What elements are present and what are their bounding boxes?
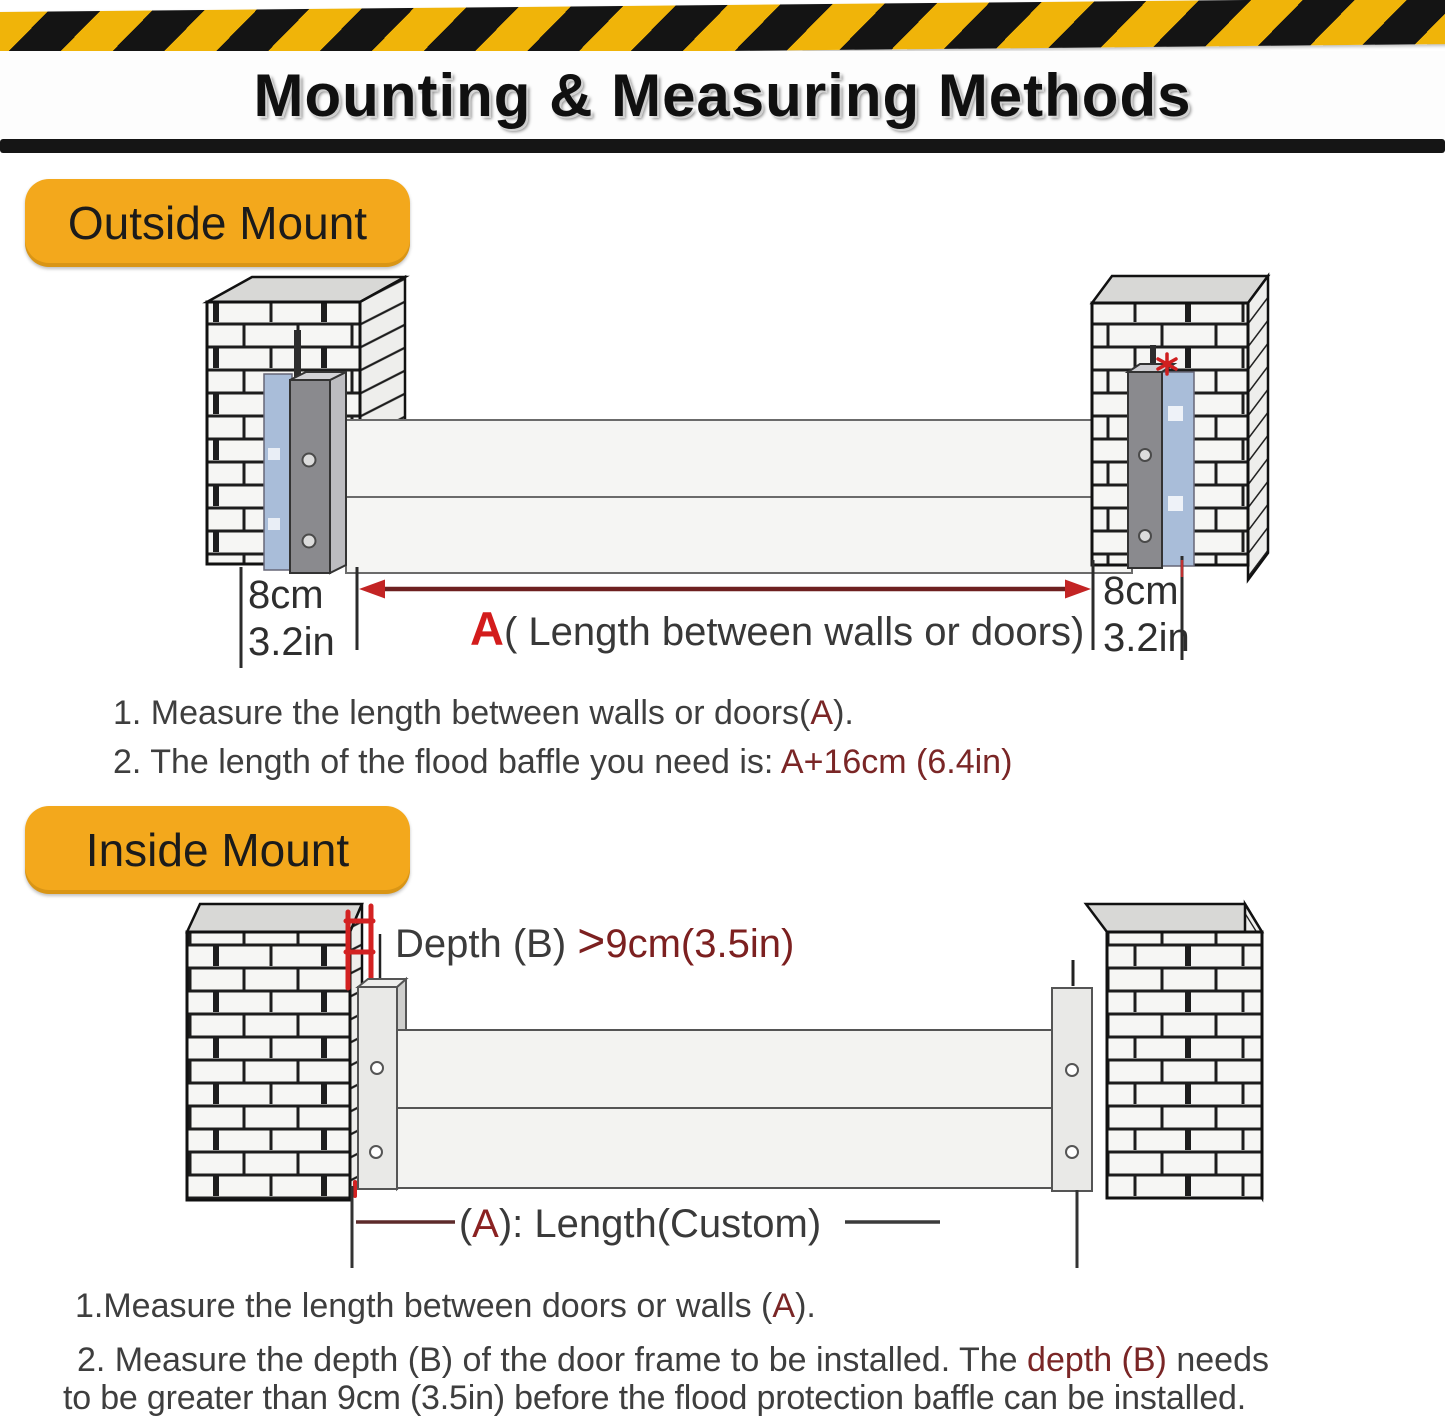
inside-right-channel — [1052, 960, 1092, 1191]
step-text: ). — [833, 694, 854, 732]
span-label-rest: ( Length between walls or doors) — [503, 610, 1085, 654]
inside-right-pillar — [1086, 904, 1262, 1198]
len-label-A: A — [472, 1202, 499, 1246]
span-arrow-head-left — [359, 580, 385, 599]
pillar-top-face — [1086, 904, 1262, 932]
greater-than-sign: > — [577, 915, 606, 968]
bolt-hole — [303, 454, 316, 467]
outside-span-label — [470, 601, 1084, 656]
step-highlight: A+16cm (6.4in) — [780, 743, 1013, 781]
right-seal-strip — [1162, 372, 1194, 566]
step-text: needs — [1166, 1341, 1269, 1379]
step-highlight: depth (B) — [1027, 1341, 1167, 1379]
bolt-hole — [370, 1146, 382, 1158]
span-arrow-head-right — [1065, 580, 1091, 599]
bolt-hole — [1139, 449, 1151, 461]
seal-mark — [268, 448, 280, 460]
step-text: 2. The length of the flood baffle you need is: — [113, 743, 781, 781]
bracket-side — [330, 372, 346, 573]
outside-mount-badge-label: Outside Mount — [67, 197, 368, 249]
inside-step-2-continued — [63, 1379, 1246, 1418]
channel-front — [1052, 988, 1092, 1191]
step-text: ). — [795, 1287, 816, 1325]
dim-left-cm: 8cm — [248, 573, 324, 617]
seal-mark — [1168, 406, 1183, 421]
depth-label-dark: Depth (B) — [395, 922, 578, 966]
inside-depth-label — [395, 914, 794, 969]
seal-mark — [1168, 496, 1183, 511]
bolt-hole — [303, 535, 316, 548]
outside-step-1 — [113, 694, 854, 733]
bolt-hole — [1066, 1146, 1078, 1158]
step-text: 1.Measure the length between doors or walls ( — [75, 1287, 773, 1325]
outside-step-2 — [113, 743, 1012, 782]
outside-left-bracket — [290, 372, 346, 573]
span-label-A: A — [470, 602, 504, 655]
inside-length-label — [420, 1202, 860, 1247]
len-label-pre: ( — [458, 1202, 473, 1246]
depth-label-red: 9cm(3.5in) — [605, 922, 795, 966]
outside-mount-badge — [25, 179, 410, 267]
barrier-board-top — [346, 420, 1132, 497]
outside-flood-barrier — [346, 420, 1132, 573]
step-text: to be greater than 9cm (3.5in) before the flood protection baffle can be installed. — [63, 1379, 1246, 1417]
pillar-top-face — [187, 904, 362, 932]
inside-mount-badge — [25, 806, 410, 894]
step-highlight: A — [772, 1287, 796, 1325]
inside-flood-barrier — [397, 1030, 1052, 1188]
dim-left-in: 3.2in — [248, 620, 335, 664]
pillar-front-face — [1107, 932, 1262, 1198]
barrier-board-top — [397, 1030, 1052, 1108]
len-label-post: ): Length(Custom) — [498, 1202, 822, 1246]
pillar-top-face — [1092, 276, 1268, 303]
pillar-front-face — [187, 932, 350, 1200]
inside-step-1 — [75, 1287, 816, 1326]
channel-top — [358, 979, 406, 987]
outside-dim-left — [248, 572, 335, 666]
bolt-hole — [1066, 1064, 1078, 1076]
seal-mark — [268, 518, 280, 530]
bolt-hole — [371, 1062, 383, 1074]
page-title: Mounting & Measuring Methods — [253, 61, 1192, 129]
barrier-board-bottom — [397, 1108, 1052, 1188]
anchor-bolt — [294, 330, 301, 380]
barrier-board-bottom — [346, 497, 1132, 573]
pillar-side-face — [1248, 276, 1268, 580]
dim-right-cm: 8cm — [1103, 569, 1179, 613]
inside-mount-badge-label: Inside Mount — [85, 824, 350, 876]
step-text: 1. Measure the length between walls or doors( — [113, 694, 811, 732]
inside-step-2 — [77, 1341, 1269, 1380]
inside-left-pillar — [187, 904, 362, 1200]
left-seal-strip — [264, 374, 292, 570]
bolt-hole — [1139, 530, 1151, 542]
step-text: 2. Measure the depth (B) of the door frame to be installed. The — [77, 1341, 1028, 1379]
outside-dim-right — [1103, 568, 1190, 662]
dim-right-in: 3.2in — [1103, 616, 1190, 660]
step-highlight: A — [810, 694, 834, 732]
